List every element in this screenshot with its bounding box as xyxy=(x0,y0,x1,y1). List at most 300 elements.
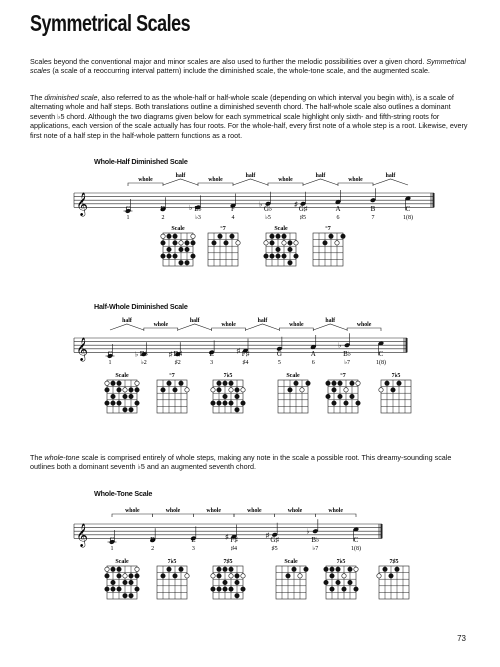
half-step-bracket xyxy=(178,324,212,330)
finger-dot xyxy=(344,401,348,405)
finger-dot xyxy=(105,574,109,578)
finger-dot xyxy=(304,567,308,571)
finger-dot xyxy=(330,567,334,571)
finger-dot xyxy=(395,567,399,571)
scale-degree: ♯2 xyxy=(174,360,181,366)
finger-dot xyxy=(179,247,183,251)
diagram-label: 7♯5 xyxy=(389,559,399,565)
finger-dot xyxy=(356,401,360,405)
finger-dot xyxy=(129,408,133,412)
diagram-label: °7 xyxy=(169,373,175,379)
root-dot xyxy=(282,241,286,245)
finger-dot xyxy=(135,574,139,578)
finger-dot xyxy=(350,381,354,385)
root-dot xyxy=(264,241,268,245)
scale-degree: 4 xyxy=(231,215,235,221)
note-name: G xyxy=(276,350,282,358)
finger-dot xyxy=(167,234,171,238)
finger-dot xyxy=(324,580,328,584)
dim-text: , also referred to as the whole-half or half-whole scale (depending on which interval you begin with), is a scale of alternating whole and half steps. Both translations outline a diminished seventh chord. The half-whole scale also outlines a dominant seventh ♭5 chord. Although the two diagrams given below for each symmetrical scale highlight only sixth- and fifth-string roots for applications, each version of the scale actually has four roots. For the whole-half, every first note of a whole step is a root. Likewise, every first note of a half step in the half-whole pattern functions as a root. xyxy=(30,93,468,140)
scale-degree: 6 xyxy=(336,215,340,221)
step-label: whole xyxy=(287,508,303,514)
note-name: C xyxy=(405,205,411,213)
treble-clef-icon: 𝄞 xyxy=(76,338,88,361)
finger-dot xyxy=(111,567,115,571)
accidental: ♯ xyxy=(225,533,229,542)
wt-text-lead: The xyxy=(30,453,43,462)
accidental: ♯ xyxy=(168,350,173,359)
diagram-label: Scale xyxy=(171,226,185,232)
half-step-bracket xyxy=(313,324,347,330)
scale-degree: 1(8) xyxy=(403,215,413,221)
diagram-label: Scale xyxy=(274,226,288,232)
finger-dot xyxy=(223,394,227,398)
note-name: D xyxy=(150,536,156,544)
finger-dot xyxy=(185,261,189,265)
finger-dot xyxy=(167,381,171,385)
scale-degree: 3 xyxy=(210,360,214,366)
finger-dot xyxy=(123,408,127,412)
diminished-paragraph xyxy=(30,93,470,140)
root-dot xyxy=(241,574,245,578)
finger-dot xyxy=(391,388,395,392)
finger-dot xyxy=(348,567,352,571)
scale-degree: 7 xyxy=(371,215,375,221)
root-dot xyxy=(135,381,139,385)
finger-dot xyxy=(123,580,127,584)
root-dot xyxy=(300,388,304,392)
finger-dot xyxy=(235,574,239,578)
note-name: C xyxy=(107,350,113,358)
root-dot xyxy=(211,388,215,392)
step-label: whole xyxy=(138,177,153,183)
finger-dot xyxy=(336,580,340,584)
root-dot xyxy=(241,388,245,392)
finger-dot xyxy=(264,254,268,258)
finger-dot xyxy=(329,234,333,238)
dim-emphasis: diminished scale xyxy=(44,93,98,102)
finger-dot xyxy=(332,401,336,405)
fretboard-frame xyxy=(313,233,343,266)
section-title-whole-half: Whole-Half Diminished Scale xyxy=(94,157,188,166)
finger-dot xyxy=(230,234,234,238)
section-title-half-whole: Half-Whole Diminished Scale xyxy=(94,302,188,311)
finger-dot xyxy=(389,574,393,578)
whole-step-bracket xyxy=(234,514,275,517)
whole-step-bracket xyxy=(338,183,373,186)
page-title: Symmetrical Scales xyxy=(30,10,191,36)
finger-dot xyxy=(105,401,109,405)
step-label: whole xyxy=(289,322,304,328)
fretboard-frame xyxy=(278,380,308,413)
intro-text-cont: (a scale of a reoccurring interval pattern) include the diminished scale, the whole-tone scale, and the augmented scale. xyxy=(52,66,430,76)
whole-step-bracket xyxy=(347,328,381,331)
step-label: whole xyxy=(165,508,181,514)
diagram-label: 7♭5 xyxy=(167,559,177,565)
note-name: G♯ xyxy=(298,205,308,213)
finger-dot xyxy=(191,241,195,245)
root-dot xyxy=(191,234,195,238)
finger-dot xyxy=(330,587,334,591)
finger-dot xyxy=(324,567,328,571)
finger-dot xyxy=(135,388,139,392)
finger-dot xyxy=(385,381,389,385)
root-dot xyxy=(123,574,127,578)
intro-emphasis: Symmetrical scales xyxy=(30,57,466,76)
finger-dot xyxy=(241,401,245,405)
whole-step-bracket xyxy=(212,328,246,331)
accidental: ♭ xyxy=(306,527,310,536)
finger-dot xyxy=(270,234,274,238)
accidental: ♭ xyxy=(259,200,263,209)
finger-dot xyxy=(354,587,358,591)
diagram-label: 7♭5 xyxy=(223,373,233,379)
finger-dot xyxy=(235,408,239,412)
finger-dot xyxy=(123,394,127,398)
finger-dot xyxy=(117,587,121,591)
finger-dot xyxy=(117,388,121,392)
finger-dot xyxy=(167,254,171,258)
half-whole-scale-figure xyxy=(30,310,470,440)
note-name: E♭ xyxy=(194,205,202,213)
finger-dot xyxy=(330,574,334,578)
root-dot xyxy=(211,574,215,578)
step-label: half xyxy=(175,173,186,179)
wt-text: scale is comprised entirely of whole steps, making any note in the scale a possible root. This dreamy-sounding scale outlines both a dominant seventh ♭5 and an augmented seventh chord. xyxy=(30,453,452,472)
scale-degree: 1 xyxy=(126,215,130,221)
step-label: whole xyxy=(208,177,223,183)
scale-degree: 1 xyxy=(110,546,114,552)
half-step-bracket xyxy=(110,324,144,330)
finger-dot xyxy=(129,580,133,584)
half-step-bracket xyxy=(303,179,338,185)
finger-dot xyxy=(129,594,133,598)
note-name: G♭ xyxy=(263,205,273,213)
finger-dot xyxy=(217,587,221,591)
finger-dot xyxy=(235,594,239,598)
scale-degree: ♯5 xyxy=(300,215,306,221)
root-dot xyxy=(161,234,165,238)
scale-degree: 2 xyxy=(161,215,165,221)
finger-dot xyxy=(105,587,109,591)
scale-degree: ♭3 xyxy=(195,215,201,221)
root-dot xyxy=(229,388,233,392)
diagram-label: °7 xyxy=(325,226,331,232)
finger-dot xyxy=(276,254,280,258)
finger-dot xyxy=(286,574,290,578)
note-name: B xyxy=(370,205,376,213)
finger-dot xyxy=(211,587,215,591)
finger-dot xyxy=(167,247,171,251)
note-name: D♭ xyxy=(139,350,149,358)
finger-dot xyxy=(292,567,296,571)
step-label: whole xyxy=(125,508,140,514)
root-dot xyxy=(379,388,383,392)
half-step-bracket xyxy=(246,324,280,330)
finger-dot xyxy=(161,388,165,392)
half-step-bracket xyxy=(163,179,198,185)
half-step-bracket xyxy=(233,179,268,185)
root-dot xyxy=(294,241,298,245)
finger-dot xyxy=(111,401,115,405)
finger-dot xyxy=(229,381,233,385)
accidental: ♯ xyxy=(265,531,270,540)
finger-dot xyxy=(212,241,216,245)
finger-dot xyxy=(235,388,239,392)
root-dot xyxy=(179,241,183,245)
finger-dot xyxy=(135,401,139,405)
note-name: A xyxy=(310,350,316,358)
root-dot xyxy=(229,574,233,578)
root-dot xyxy=(123,388,127,392)
diagram-label: °7 xyxy=(340,373,346,379)
finger-dot xyxy=(323,241,327,245)
finger-dot xyxy=(229,401,233,405)
accidental: ♭ xyxy=(338,341,342,350)
finger-dot xyxy=(326,381,330,385)
finger-dot xyxy=(241,587,245,591)
finger-dot xyxy=(217,567,221,571)
finger-dot xyxy=(282,234,286,238)
note-name: C xyxy=(109,536,115,544)
note-name: B♭ xyxy=(311,536,320,544)
scale-degree: 2 xyxy=(151,546,155,552)
diagram-label: °7 xyxy=(220,226,226,232)
finger-dot xyxy=(223,381,227,385)
step-label: half xyxy=(189,318,200,324)
step-label: whole xyxy=(356,322,372,328)
scale-degree: ♭7 xyxy=(344,360,351,366)
scale-degree: 5 xyxy=(277,360,281,366)
finger-dot xyxy=(217,381,221,385)
finger-dot xyxy=(179,567,183,571)
finger-dot xyxy=(135,587,139,591)
whole-step-bracket xyxy=(279,328,313,331)
finger-dot xyxy=(111,394,115,398)
finger-dot xyxy=(223,587,227,591)
diagram-label: Scale xyxy=(286,373,300,379)
root-dot xyxy=(298,574,302,578)
root-dot xyxy=(335,241,339,245)
finger-dot xyxy=(217,401,221,405)
whole-step-bracket xyxy=(268,183,303,186)
finger-dot xyxy=(161,254,165,258)
accidental: ♯ xyxy=(294,200,298,209)
root-dot xyxy=(105,381,109,385)
step-label: half xyxy=(122,318,132,324)
intro-paragraph xyxy=(30,57,470,76)
step-label: whole xyxy=(328,508,343,514)
finger-dot xyxy=(161,574,165,578)
finger-dot xyxy=(117,574,121,578)
note-name: A xyxy=(335,205,341,213)
finger-dot xyxy=(185,241,189,245)
whole-step-bracket xyxy=(315,514,356,517)
note-name: C xyxy=(125,205,131,213)
diagram-label: 7♯5 xyxy=(223,559,233,565)
scale-degree: ♯5 xyxy=(271,546,278,552)
note-name: B♭ xyxy=(343,350,352,358)
finger-dot xyxy=(288,241,292,245)
finger-dot xyxy=(167,567,171,571)
scale-degree: ♯4 xyxy=(231,546,237,552)
root-dot xyxy=(135,567,139,571)
wt-emphasis: whole-tone xyxy=(44,453,80,462)
scale-degree: 3 xyxy=(191,546,195,552)
note-name: E xyxy=(191,536,196,544)
finger-dot xyxy=(294,381,298,385)
root-dot xyxy=(356,381,360,385)
finger-dot xyxy=(270,254,274,258)
note-name: F xyxy=(231,205,235,213)
finger-dot xyxy=(342,587,346,591)
finger-dot xyxy=(223,580,227,584)
diagram-label: 7♭5 xyxy=(336,559,346,565)
note-name: C xyxy=(378,350,384,358)
finger-dot xyxy=(111,580,115,584)
finger-dot xyxy=(270,241,274,245)
finger-dot xyxy=(161,241,165,245)
finger-dot xyxy=(229,587,233,591)
finger-dot xyxy=(288,261,292,265)
finger-dot xyxy=(129,388,133,392)
page-number: 73 xyxy=(457,634,466,643)
root-dot xyxy=(344,388,348,392)
scale-degree: ♭5 xyxy=(265,215,271,221)
step-label: whole xyxy=(221,322,236,328)
root-dot xyxy=(342,574,346,578)
step-label: half xyxy=(315,173,326,179)
finger-dot xyxy=(338,394,342,398)
whole-step-bracket xyxy=(275,514,316,517)
finger-dot xyxy=(282,254,286,258)
note-name: E xyxy=(209,350,214,358)
step-label: whole xyxy=(153,322,169,328)
diagram-label: Scale xyxy=(284,559,298,565)
finger-dot xyxy=(397,381,401,385)
finger-dot xyxy=(276,234,280,238)
finger-dot xyxy=(173,254,177,258)
scale-degree: ♭7 xyxy=(312,546,319,552)
finger-dot xyxy=(341,234,345,238)
finger-dot xyxy=(332,381,336,385)
finger-dot xyxy=(173,241,177,245)
note-name: C xyxy=(353,536,359,544)
step-label: whole xyxy=(247,508,262,514)
scale-degree: 1 xyxy=(108,360,112,366)
finger-dot xyxy=(129,394,133,398)
note-name: G♯ xyxy=(270,536,279,544)
root-dot xyxy=(105,567,109,571)
scale-degree: 1(8) xyxy=(351,546,361,552)
accidental: ♭ xyxy=(189,203,193,212)
diagram-label: Scale xyxy=(115,559,129,565)
treble-clef-icon: 𝄞 xyxy=(76,524,88,547)
scale-degree: 6 xyxy=(311,360,315,366)
finger-dot xyxy=(105,388,109,392)
finger-dot xyxy=(326,394,330,398)
whole-step-bracket xyxy=(153,514,194,517)
finger-dot xyxy=(350,394,354,398)
step-label: whole xyxy=(348,177,363,183)
scale-degree: ♭2 xyxy=(140,360,147,366)
diagram-label: 7♭5 xyxy=(391,373,401,379)
section-title-whole-tone: Whole-Tone Scale xyxy=(94,489,153,498)
finger-dot xyxy=(217,388,221,392)
root-dot xyxy=(185,574,189,578)
whole-step-bracket xyxy=(128,183,163,186)
scale-degree: 1(8) xyxy=(376,360,386,366)
finger-dot xyxy=(288,388,292,392)
finger-dot xyxy=(173,388,177,392)
finger-dot xyxy=(179,381,183,385)
finger-dot xyxy=(336,567,340,571)
whole-half-scale-figure xyxy=(30,165,470,290)
whole-step-bracket xyxy=(198,183,233,186)
finger-dot xyxy=(111,381,115,385)
finger-dot xyxy=(123,594,127,598)
finger-dot xyxy=(288,247,292,251)
intro-text: Scales beyond the conventional major and minor scales are also used to further the melodic possibilities over a given chord. xyxy=(30,57,425,66)
finger-dot xyxy=(179,261,183,265)
diagram-label: Scale xyxy=(115,373,129,379)
note-name: F♯ xyxy=(241,350,250,358)
fretboard-frame xyxy=(276,566,306,599)
finger-dot xyxy=(173,574,177,578)
whole-step-bracket xyxy=(144,328,178,331)
finger-dot xyxy=(217,574,221,578)
treble-clef-icon: 𝄞 xyxy=(76,193,88,216)
note-name: D♯ xyxy=(173,350,183,358)
finger-dot xyxy=(191,254,195,258)
finger-dot xyxy=(111,587,115,591)
finger-dot xyxy=(129,574,133,578)
step-label: half xyxy=(245,173,256,179)
finger-dot xyxy=(218,234,222,238)
finger-dot xyxy=(211,401,215,405)
accidental: ♯ xyxy=(236,347,240,356)
root-dot xyxy=(354,567,358,571)
finger-dot xyxy=(223,567,227,571)
finger-dot xyxy=(332,388,336,392)
root-dot xyxy=(377,574,381,578)
finger-dot xyxy=(338,381,342,385)
accidental: ♭ xyxy=(134,350,139,359)
finger-dot xyxy=(223,401,227,405)
dim-text-lead: The xyxy=(30,93,43,102)
step-label: whole xyxy=(206,508,221,514)
step-label: half xyxy=(325,318,336,324)
finger-dot xyxy=(306,381,310,385)
finger-dot xyxy=(235,394,239,398)
finger-dot xyxy=(173,234,177,238)
finger-dot xyxy=(185,247,189,251)
step-label: half xyxy=(385,173,396,179)
root-dot xyxy=(236,241,240,245)
finger-dot xyxy=(383,567,387,571)
finger-dot xyxy=(229,567,233,571)
step-label: half xyxy=(257,318,268,324)
step-label: whole xyxy=(278,177,293,183)
whole-step-bracket xyxy=(193,514,234,517)
whole-step-bracket xyxy=(112,514,153,517)
finger-dot xyxy=(117,381,121,385)
note-name: D xyxy=(160,205,166,213)
root-dot xyxy=(185,388,189,392)
finger-dot xyxy=(117,567,121,571)
finger-dot xyxy=(224,241,228,245)
scale-degree: ♯4 xyxy=(242,360,249,366)
